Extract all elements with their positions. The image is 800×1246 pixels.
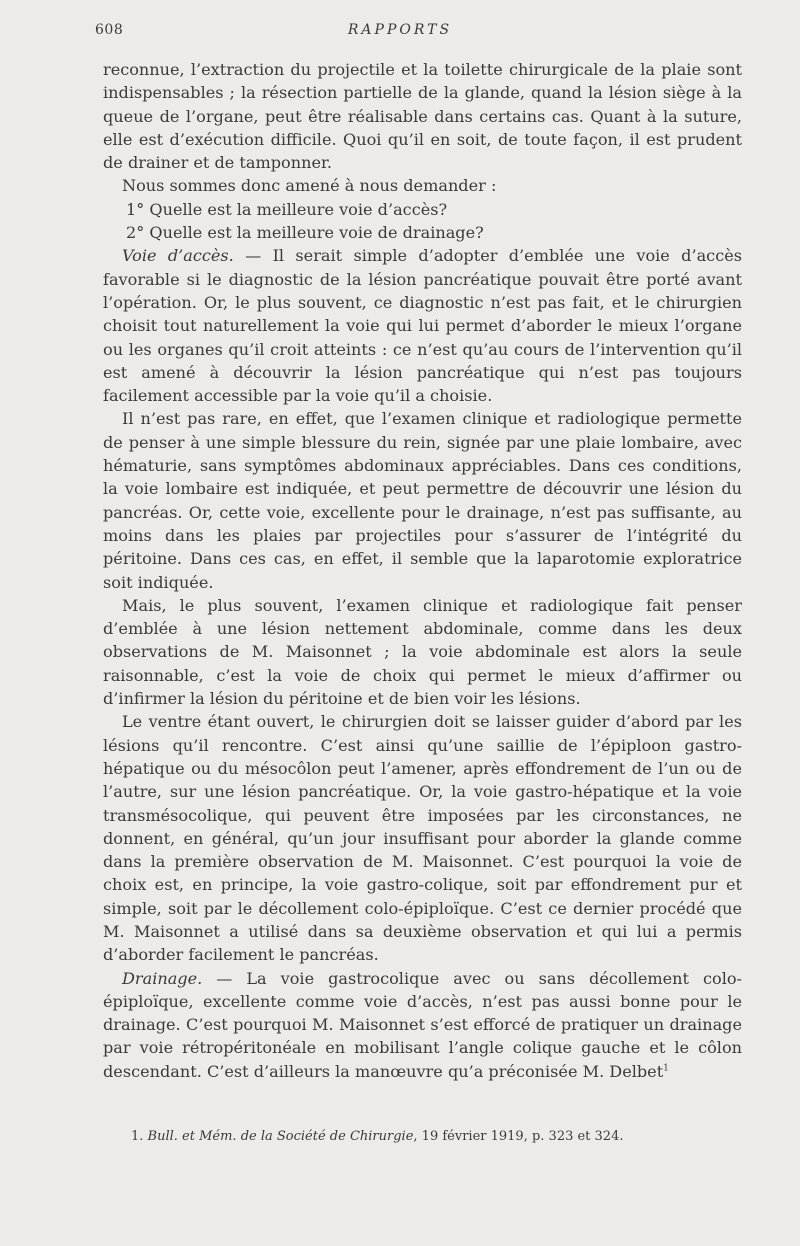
body-text [103, 58, 742, 1083]
paragraph-drainage [103, 967, 742, 1083]
paragraph: Nous sommes donc amené à nous demander : [122, 176, 497, 196]
paragraph: Mais, le plus souvent, l’examen clinique et radiologique fait penser d’emblée à une lésion nettement abdominale, comme dans les deux observations de M. Maisonnet ; la voie abdominale est alors la seule raisonnable, c’est la voie de choix qui permet le mieux d’affirmer ou d’infirmer la lésion du péritoine et de bien voir les lésions. [103, 595, 742, 709]
paragraph: Le ventre étant ouvert, le chirurgien doit se laisser guider d’abord par les lésions qu’il rencontre. C’est ainsi qu’une saillie de l’épiploon gastro-hépatique ou du mésocôlon peut l’amener, après effondrement de l’un ou de l’autre, sur une lésion pancréatique. Or, la voie gastro-hépatique et la voie transmésocolique, qui peuvent être imposées par les circonstances, ne donnent, en général, qu’un jour insuffisant pour aborder la glande comme dans la première observation de M. Maisonnet. C’est pourquoi la voie de choix est, en principe, la voie gastro-colique, soit par effondrement pur et simple, soit par le décollement colo-épiploïque. C’est ce dernier procédé que M. Maisonnet a utilisé dans sa deuxième observation et qui lui a permis d’aborder facilement le pancréas. [103, 712, 742, 965]
footnote-ref[interactable]: 1 [663, 1063, 669, 1074]
page-header [0, 22, 800, 42]
paragraph-text: — Il serait simple d’adopter d’emblée une voie d’accès favorable si le diagnostic de la lésion pancréatique pouvait être porté avant l’opération. Or, le plus souvent, ce diagnostic n’est pas fait, et le chirurgien choisit tout naturellement la voie qui lui permet d’aborder le mieux l’organe ou les organes qu’il croit atteints : ce n’est qu’au cours de l’intervention qu’il est amené à découvrir la lésion pancréatique qui n’est pas toujours facilement accessible par la voie qu’il a choisie. [103, 246, 742, 406]
list-item: 1° Quelle est la meilleure voie d’accès? [126, 199, 448, 219]
paragraph: reconnue, l’extraction du projectile et la toilette chirurgicale de la plaie sont indispensables ; la résection partielle de la glande, quand la lésion siège à la queue de l’organe, peut être réalisable dans certains cas. Quant à la suture, elle est d’exécution difficile. Quoi qu’il en soit, de toute façon, il est prudent de drainer et de tamponner. [103, 60, 742, 173]
footnote [131, 1128, 751, 1146]
footnote-details: , 19 février 1919, p. 323 et 324. [413, 1129, 624, 1144]
paragraph-voie-acces [103, 244, 742, 407]
footnote-number: 1. [131, 1129, 144, 1144]
section-label: Voie d’accès. [122, 246, 234, 266]
section-label: Drainage. [122, 968, 203, 988]
paragraph-text: — La voie gastrocolique avec ou sans décollement colo-épiploïque, excellente comme voie d’accès, n’est pas aussi bonne pour le drainage. C’est pourquoi M. Maisonnet s’est efforcé de pratiquer un drainage par voie rétropéritonéale en mobilisant l’angle colique gauche et le côlon descendant. C’est d’ailleurs la manœuvre qu’a préconisée M. Delbet [103, 968, 742, 1081]
footnote-source: Bull. et Mém. de la Société de Chirurgie [147, 1129, 414, 1144]
page-number: 608 [95, 22, 124, 38]
paragraph: Il n’est pas rare, en effet, que l’examen clinique et radiologique permette de penser à une simple blessure du rein, signée par une plaie lombaire, avec hématurie, sans symptômes abdominaux appréciables. Dans ces conditions, la voie lombaire est indiquée, et peut permettre de découvrir une lésion du pancréas. Or, cette voie, excellente pour le drainage, n’est pas suffisante, au moins dans les plaies par projectiles pour s’assurer de l’intégrité du péritoine. Dans ces cas, en effet, il semble que la laparotomie exploratrice soit indiquée. [103, 409, 742, 592]
list-item: 2° Quelle est la meilleure voie de drainage? [126, 223, 484, 243]
running-title: RAPPORTS [347, 22, 453, 38]
